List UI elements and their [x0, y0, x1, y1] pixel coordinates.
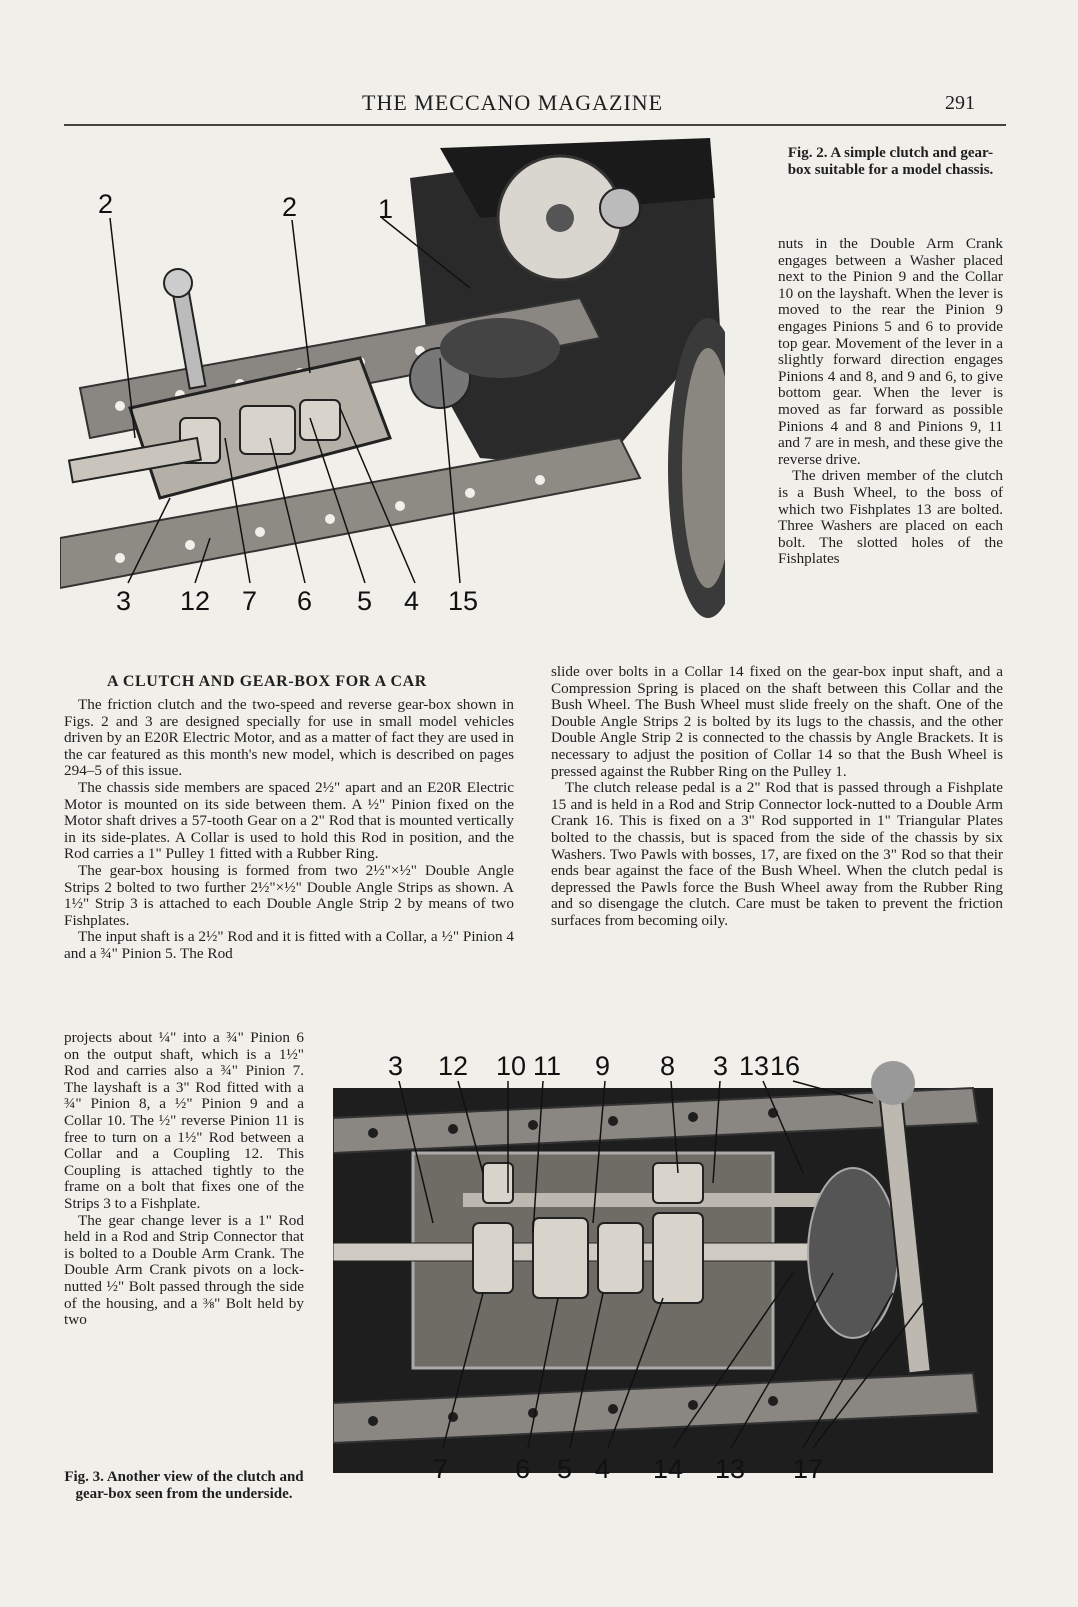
magazine-title: THE MECCANO MAGAZINE	[362, 90, 664, 115]
fig3-label: 6	[515, 1454, 531, 1484]
fig3-label: 4	[595, 1454, 611, 1484]
paragraph: slide over bolts in a Collar 14 fixed on the gear-box input shaft, and a Compression Spring is placed on the shaft between this Collar and the Bush Wheel. The Bush Wheel must slide freely on the shaft. One of the Double Angle Strips 2 is bolted by its lugs to the chassis, and the other Double Angle Strip 2 is connected to the chassis by Angle Brackets. It is necessary to adjust the position of Collar 14 so that the Bush Wheel is pressed against the Rubber Ring on the Pulley 1.	[551, 663, 1003, 780]
fig3-label: 13	[739, 1051, 770, 1081]
fig3-label: 17	[793, 1454, 824, 1484]
paragraph: The driven member of the clutch is a Bush Wheel, to the boss of which two Fishplates 13 are bolted. Three Washers are placed on each bolt. The slotted holes of the Fishplates	[778, 467, 1003, 568]
left-column-text	[64, 697, 514, 963]
fig2-caption: Fig. 2. A simple clutch and gear-box suitable for a model chassis.	[787, 145, 994, 178]
paragraph: The friction clutch and the two-speed and reverse gear-box shown in Figs. 2 and 3 are designed specially for use in small model vehicles driven by an E20R Electric Motor, and as a matter of fact they are used in the car featured as this month's new model, which is described on pages 294–5 of this issue.	[64, 696, 514, 780]
fig2-label: 12	[180, 586, 211, 616]
fig3-label: 12	[438, 1051, 469, 1081]
fig3-label: 7	[433, 1454, 449, 1484]
paragraph: The gear change lever is a 1" Rod held in a Rod and Strip Connector that is bolted to a Double Arm Crank. The Double Arm Crank pivots on a lock-nutted ½" Bolt passed through the side of the housing, and a ⅜" Bolt held by two	[64, 1211, 304, 1329]
mid-column-text	[551, 664, 1003, 930]
fig2-label: 7	[242, 586, 258, 616]
fig2-label: 2	[282, 192, 298, 222]
fig3-caption: Fig. 3. Another view of the clutch and gear-box seen from the underside.	[64, 1469, 304, 1502]
fig2-label: 3	[116, 586, 132, 616]
fig2-label: 4	[404, 586, 420, 616]
article-heading: A CLUTCH AND GEAR-BOX FOR A CAR	[107, 673, 427, 690]
fig3-label: 3	[713, 1051, 729, 1081]
narrow-column-text	[64, 1030, 304, 1329]
fig3-label: 8	[660, 1051, 676, 1081]
fig2-label: 6	[297, 586, 313, 616]
header-rule	[64, 124, 1006, 126]
fig2-label: 5	[357, 586, 373, 616]
fig3-label: 14	[653, 1454, 684, 1484]
paragraph: The clutch release pedal is a 2" Rod that is passed through a Fishplate 15 and is held in a Rod and Strip Connector lock-nutted to a Double Arm Crank 16. This is fixed on a 3" Rod supported in 1" Triangular Plates bolted to the chassis, but is spaced from the side of the chassis by six Washers. Two Pawls with bosses, 17, are fixed on the 3" Rod so that their ends bear against the face of the Bush Wheel. When the clutch pedal is depressed the Pawls force the Bush Wheel away from the Rubber Ring and so disengage the clutch. Care must be taken to prevent the friction surfaces from becoming oily.	[551, 779, 1003, 929]
fig3-label: 13	[715, 1454, 746, 1484]
fig3-label: 11	[533, 1051, 562, 1081]
fig3-label: 5	[557, 1454, 573, 1484]
paragraph: The gear-box housing is formed from two 2½"×½" Double Angle Strips 2 bolted to two further 2½"×½" Double Angle Strips as shown. A 1½" Strip 3 is attached to each Double Angle Strip 2 by means of two Fishplates.	[64, 861, 514, 929]
fig3-photo	[333, 1043, 1003, 1513]
fig2-label: 2	[98, 189, 114, 219]
fig2-label: 15	[448, 586, 479, 616]
fig3-label: 16	[770, 1051, 801, 1081]
page-number: 291	[945, 92, 975, 114]
fig3-label: 9	[595, 1051, 611, 1081]
paragraph: The input shaft is a 2½" Rod and it is fitted with a Collar, a ½" Pinion 4 and a ¾" Pinion 5. The Rod	[64, 928, 514, 962]
paragraph: nuts in the Double Arm Crank engages between a Washer placed next to the Pinion 9 and the Collar 10 on the layshaft. When the lever is moved to the rear the Pinion 9 engages Pinions 5 and 6 to provide top gear. Movement of the lever in a slightly forward direction engages Pinions 4 and 8, and 9 and 6, to give bottom gear. When the lever is moved as far forward as possible Pinions 4 and 8 and Pinions 9, 11 and 7 are in mesh, and these give the reverse drive.	[778, 235, 1003, 468]
paragraph: The chassis side members are spaced 2½" apart and an E20R Electric Motor is mounted on its side between them. A ½" Pinion fixed on the Motor shaft drives a 57-tooth Gear on a 2" Rod that is mounted vertically in its side-plates. A Collar is used to hold this Rod in position, and the Rod carries a 1" Pulley 1 fitted with a Rubber Ring.	[64, 778, 514, 863]
fig2-photo	[60, 138, 725, 618]
fig2-label: 1	[378, 194, 394, 224]
fig3-label: 3	[388, 1051, 404, 1081]
fig3-label: 10	[496, 1051, 527, 1081]
right-column-text	[778, 236, 1003, 568]
paragraph: projects about ¼" into a ¾" Pinion 6 on the output shaft, which is a 1½" Rod and carries also a ¾" Pinion 7. The layshaft is a 3" Rod fitted with a ¾" Pinion 8, a ½" Pinion 9 and a Collar 10. The ½" reverse Pinion 11 is free to turn on a 1½" Rod between a Collar and a Coupling 12. This Coupling is attached tightly to the frame on a bolt that fixes one of the Strips 3 to a Fishplate.	[64, 1029, 304, 1212]
